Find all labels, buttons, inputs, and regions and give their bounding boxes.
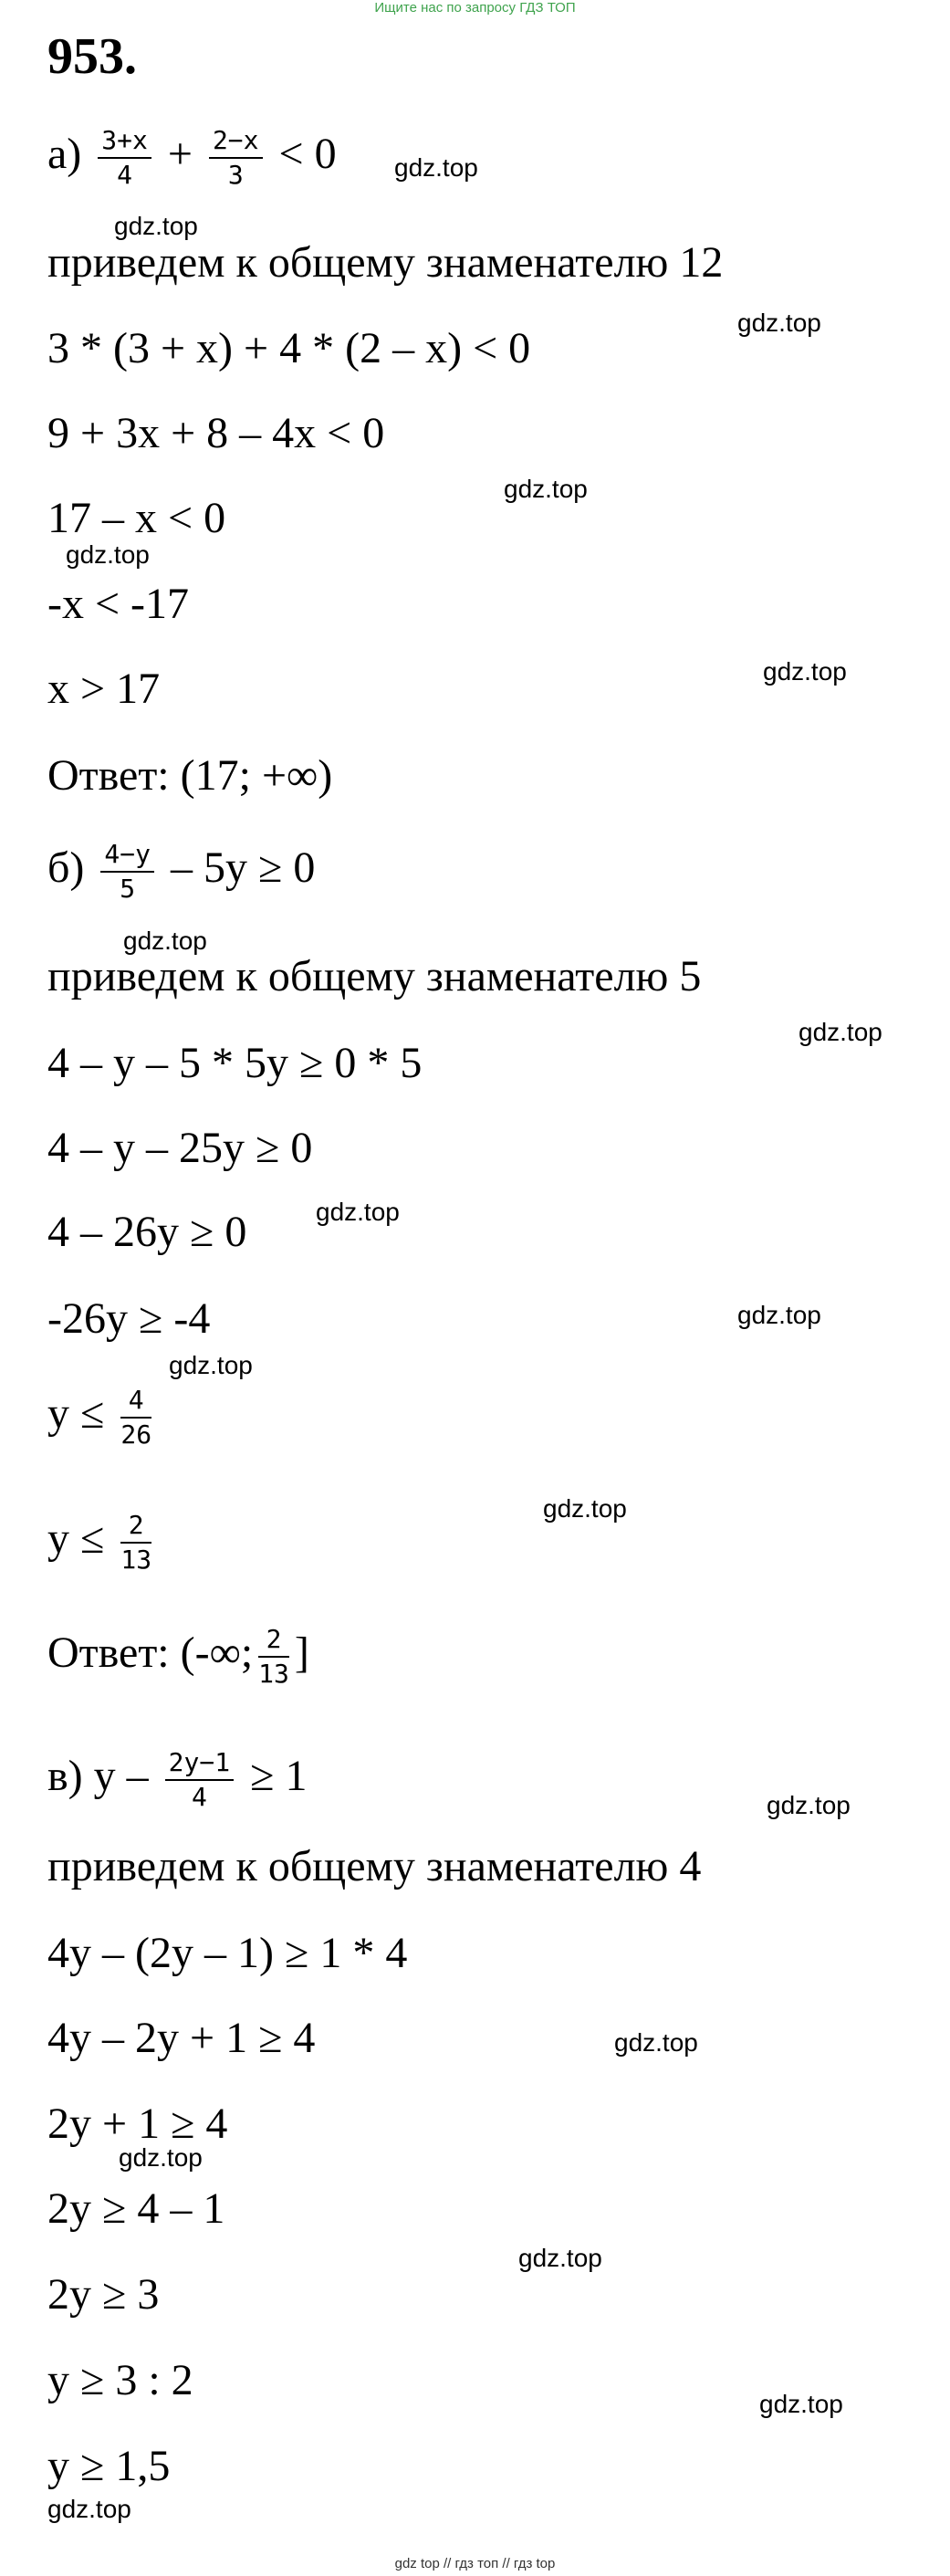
top-banner: Ищите нас по запросу ГДЗ ТОП [374, 0, 576, 16]
watermark: gdz.top [114, 212, 198, 240]
solution-line: -x < -17 [47, 580, 190, 628]
fraction-numerator: 2 [120, 1511, 151, 1544]
watermark: gdz.top [759, 2390, 843, 2418]
fraction-denominator: 13 [120, 1545, 152, 1576]
watermark: gdz.top [763, 657, 847, 686]
watermark: gdz.top [169, 1351, 253, 1379]
fraction [165, 1748, 234, 1812]
fraction [98, 126, 151, 190]
solution-line: -26y ≥ -4 [47, 1294, 211, 1343]
line-prefix: y ≤ [47, 1514, 105, 1564]
watermark: gdz.top [504, 475, 588, 503]
answer-suffix: ] [294, 1628, 309, 1678]
watermark: gdz.top [66, 540, 150, 569]
solution-line: 4 – y – 25y ≥ 0 [47, 1124, 313, 1172]
solution-line: приведем к общему знаменателю 4 [47, 1842, 702, 1890]
footer-watermark: gdz top // гдз топ // гдз top [394, 2556, 556, 2571]
solution-line: 3 * (3 + x) + 4 * (2 – x) < 0 [47, 324, 531, 372]
fraction [120, 1386, 151, 1450]
fraction-denominator: 13 [258, 1659, 289, 1690]
watermark: gdz.top [123, 927, 207, 955]
answer-line [47, 1625, 309, 1689]
fraction-denominator: 4 [191, 1782, 207, 1813]
fraction [209, 126, 263, 190]
part-a-inequality [47, 126, 337, 190]
watermark: gdz.top [394, 153, 478, 182]
solution-line: 9 + 3x + 8 – 4x < 0 [47, 409, 385, 457]
watermark: gdz.top [737, 309, 821, 337]
answer-line: Ответ: (17; +∞) [47, 751, 333, 800]
solution-line: y ≥ 1,5 [47, 2442, 171, 2490]
part-a-label: а) [47, 130, 82, 179]
solution-line: приведем к общему знаменателю 12 [47, 238, 724, 287]
watermark: gdz.top [799, 1018, 882, 1046]
problem-number: 953. [47, 28, 137, 85]
fraction-numerator: 4−y [100, 840, 154, 873]
fraction [258, 1625, 289, 1689]
solution-line [47, 1386, 157, 1450]
watermark: gdz.top [119, 2143, 203, 2172]
watermark: gdz.top [543, 1494, 627, 1523]
solution-line [47, 1511, 157, 1575]
fraction [100, 840, 154, 904]
solution-line: x > 17 [47, 665, 161, 713]
fraction-denominator: 4 [117, 160, 133, 191]
watermark: gdz.top [614, 2028, 698, 2057]
solution-line: 4 – 26y ≥ 0 [47, 1208, 247, 1256]
watermark: gdz.top [47, 2495, 131, 2523]
line-prefix: y ≤ [47, 1389, 105, 1439]
part-c-label: в) y – [47, 1752, 149, 1801]
fraction-numerator: 4 [120, 1386, 151, 1419]
solution-line: 2y ≥ 3 [47, 2270, 160, 2319]
solution-line: 4 – y – 5 * 5y ≥ 0 * 5 [47, 1039, 423, 1087]
fraction-numerator: 2−x [209, 126, 263, 159]
solution-line: 4y – 2y + 1 ≥ 4 [47, 2014, 316, 2062]
inequality-rhs: < 0 [278, 130, 337, 179]
solution-line: приведем к общему знаменателю 5 [47, 952, 702, 1000]
watermark: gdz.top [737, 1301, 821, 1329]
inequality-rhs: – 5y ≥ 0 [170, 843, 316, 893]
fraction [120, 1511, 151, 1575]
plus-sign: + [167, 130, 193, 179]
fraction-numerator: 2y−1 [165, 1748, 234, 1781]
fraction-denominator: 5 [120, 874, 136, 905]
fraction-numerator: 3+x [98, 126, 151, 159]
solution-line: y ≥ 3 : 2 [47, 2356, 193, 2404]
part-b-inequality [47, 840, 315, 904]
watermark: gdz.top [518, 2244, 602, 2272]
inequality-rhs: ≥ 1 [250, 1752, 308, 1801]
fraction-numerator: 2 [258, 1625, 289, 1658]
part-c-inequality [47, 1748, 307, 1812]
solution-line: 17 – x < 0 [47, 494, 226, 542]
answer-prefix: Ответ: (-∞; [47, 1628, 254, 1678]
part-b-label: б) [47, 843, 85, 893]
watermark: gdz.top [316, 1198, 400, 1226]
fraction-denominator: 26 [120, 1419, 152, 1450]
solution-line: 2y + 1 ≥ 4 [47, 2100, 228, 2148]
fraction-denominator: 3 [227, 160, 244, 191]
solution-line: 2y ≥ 4 – 1 [47, 2184, 225, 2233]
watermark: gdz.top [767, 1791, 851, 1819]
solution-line: 4y – (2y – 1) ≥ 1 * 4 [47, 1929, 408, 1977]
